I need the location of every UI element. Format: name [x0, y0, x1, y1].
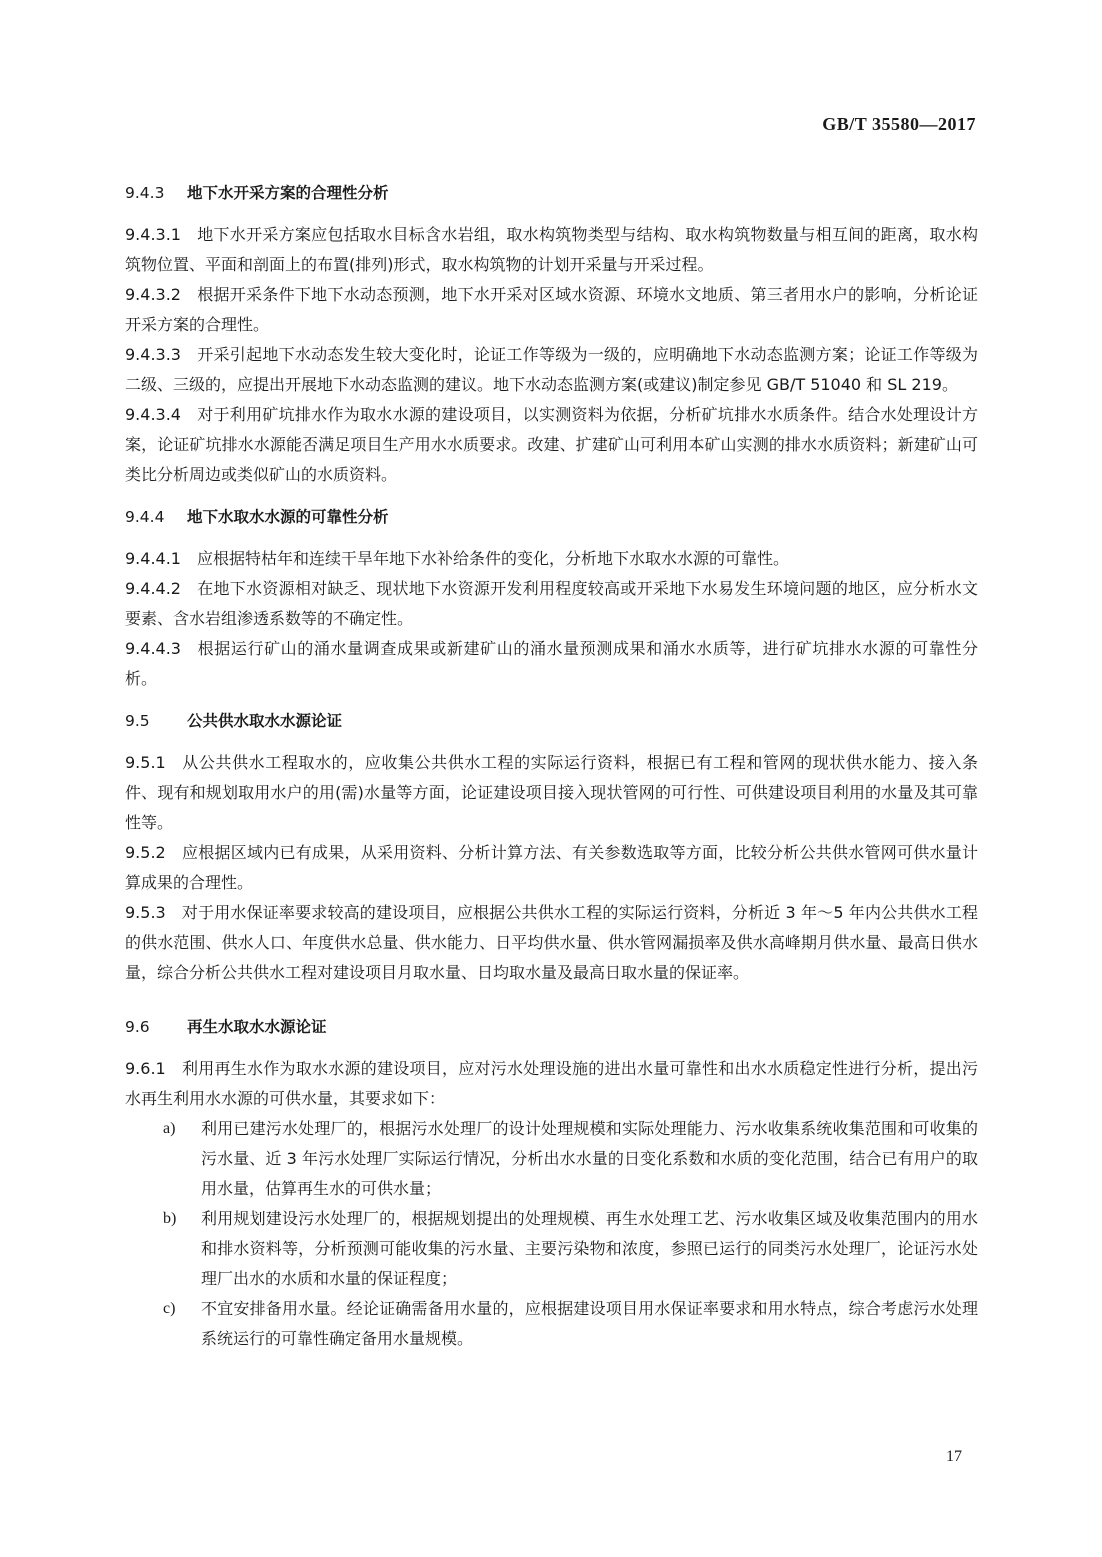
clause-number: 9.5.2	[125, 843, 166, 862]
clause-text: 应根据区域内已有成果，从采用资料、分析计算方法、有关参数选取等方面，比较分析公共供水管网可供水量计算成果的合理性。	[125, 843, 978, 892]
list-marker: c)	[163, 1300, 176, 1317]
section-heading-9-6	[125, 1012, 978, 1042]
clause-number: 9.4.4.3	[125, 639, 181, 658]
clause-text: 对于用水保证率要求较高的建设项目，应根据公共供水工程的实际运行资料，分析近 3 年～5 年内公共供水工程的供水范围、供水人口、年度供水总量、供水能力、日平均供水量、供水管网漏损率及供水高峰期月供水量、最高日供水量，综合分析公共供水工程对建设项目月取水量、日均取水量及最高日取水量的保证率。	[125, 903, 978, 982]
clause-number: 9.5.3	[125, 903, 166, 922]
list-item	[125, 1114, 978, 1204]
clause-9-6-1	[125, 1054, 978, 1114]
clause-9-5-3	[125, 898, 978, 988]
clause-number: 9.4.3.2	[125, 285, 181, 304]
list-item-text: 不宜安排备用水量。经论证确需备用水量的，应根据建设项目用水保证率要求和用水特点，综合考虑污水处理系统运行的可靠性确定备用水量规模。	[201, 1299, 978, 1348]
clause-text: 地下水开采方案应包括取水目标含水岩组，取水构筑物类型与结构、取水构筑物数量与相互间的距离，取水构筑物位置、平面和剖面上的布置(排列)形式，取水构筑物的计划开采量与开采过程。	[125, 225, 978, 274]
section-heading-9-4-4	[125, 502, 978, 532]
page-number: 17	[946, 1448, 962, 1465]
clause-text: 在地下水资源相对缺乏、现状地下水资源开发利用程度较高或开采地下水易发生环境问题的地区，应分析水文要素、含水岩组渗透系数等的不确定性。	[125, 579, 978, 628]
section-title: 再生水取水水源论证	[187, 1018, 327, 1036]
clause-number: 9.4.4.2	[125, 579, 181, 598]
list-item-text: 利用已建污水处理厂的，根据污水处理厂的设计处理规模和实际处理能力、污水收集系统收集范围和可收集的污水量、近 3 年污水处理厂实际运行情况，分析出水水量的日变化系数和水质的变化范围，结合已有用户的取用水量，估算再生水的可供水量；	[201, 1119, 978, 1198]
clause-text: 对于利用矿坑排水作为取水水源的建设项目，以实测资料为依据，分析矿坑排水水质条件。结合水处理设计方案，论证矿坑排水水源能否满足项目生产用水水质要求。改建、扩建矿山可利用本矿山实测的排水水质资料；新建矿山可类比分析周边或类似矿山的水质资料。	[125, 405, 978, 484]
list-item	[125, 1294, 978, 1354]
clause-9-4-3-2	[125, 280, 978, 340]
clause-text: 根据开采条件下地下水动态预测，地下水开采对区域水资源、环境水文地质、第三者用水户的影响，分析论证开采方案的合理性。	[125, 285, 978, 334]
section-number: 9.4.3	[125, 184, 165, 202]
clause-9-5-2	[125, 838, 978, 898]
clause-number: 9.4.3.4	[125, 405, 181, 424]
section-title: 地下水取水水源的可靠性分析	[187, 508, 389, 526]
section-title: 地下水开采方案的合理性分析	[187, 184, 389, 202]
section-title: 公共供水取水水源论证	[187, 712, 343, 730]
clause-9-4-3-4	[125, 400, 978, 490]
clause-number: 9.4.3.3	[125, 345, 181, 364]
clause-text: 开采引起地下水动态发生较大变化时，论证工作等级为一级的，应明确地下水动态监测方案；论证工作等级为二级、三级的，应提出开展地下水动态监测的建议。地下水动态监测方案(或建议)制定参见 GB/T 51040 和 SL 219。	[125, 345, 978, 394]
clause-9-4-3-3	[125, 340, 978, 400]
clause-9-4-4-1	[125, 544, 978, 574]
clause-9-4-4-3	[125, 634, 978, 694]
clause-text: 应根据特枯年和连续干旱年地下水补给条件的变化，分析地下水取水水源的可靠性。	[196, 549, 789, 568]
clause-text: 根据运行矿山的涌水量调查成果或新建矿山的涌水量预测成果和涌水水质等，进行矿坑排水水源的可靠性分析。	[125, 639, 978, 688]
clause-number: 9.6.1	[125, 1059, 166, 1078]
standard-code: GB/T 35580—2017	[822, 114, 976, 134]
clause-9-4-4-2	[125, 574, 978, 634]
clause-text: 从公共供水工程取水的，应收集公共供水工程的实际运行资料，根据已有工程和管网的现状供水能力、接入条件、现有和规划取用水户的用(需)水量等方面，论证建设项目接入现状管网的可行性、可供建设项目利用的水量及其可靠性等。	[125, 753, 978, 832]
section-heading-9-4-3	[125, 178, 978, 208]
clause-number: 9.4.4.1	[125, 549, 181, 568]
section-number: 9.4.4	[125, 508, 165, 526]
clause-number: 9.4.3.1	[125, 225, 181, 244]
clause-number: 9.5.1	[125, 753, 166, 772]
list-item	[125, 1204, 978, 1294]
list-item-text: 利用规划建设污水处理厂的，根据规划提出的处理规模、再生水处理工艺、污水收集区域及收集范围内的用水和排水资料等，分析预测可能收集的污水量、主要污染物和浓度，参照已运行的同类污水处理厂，论证污水处理厂出水的水质和水量的保证程度；	[201, 1209, 978, 1288]
section-number: 9.6	[125, 1018, 150, 1036]
section-number: 9.5	[125, 712, 150, 730]
list-marker: b)	[163, 1210, 177, 1227]
page-content	[125, 178, 978, 1354]
clause-9-4-3-1	[125, 220, 978, 280]
clause-9-5-1	[125, 748, 978, 838]
clause-text: 利用再生水作为取水水源的建设项目，应对污水处理设施的进出水量可靠性和出水水质稳定性进行分析，提出污水再生利用水水源的可供水量，其要求如下：	[125, 1059, 978, 1108]
section-heading-9-5	[125, 706, 978, 736]
list-marker: a)	[163, 1120, 176, 1137]
